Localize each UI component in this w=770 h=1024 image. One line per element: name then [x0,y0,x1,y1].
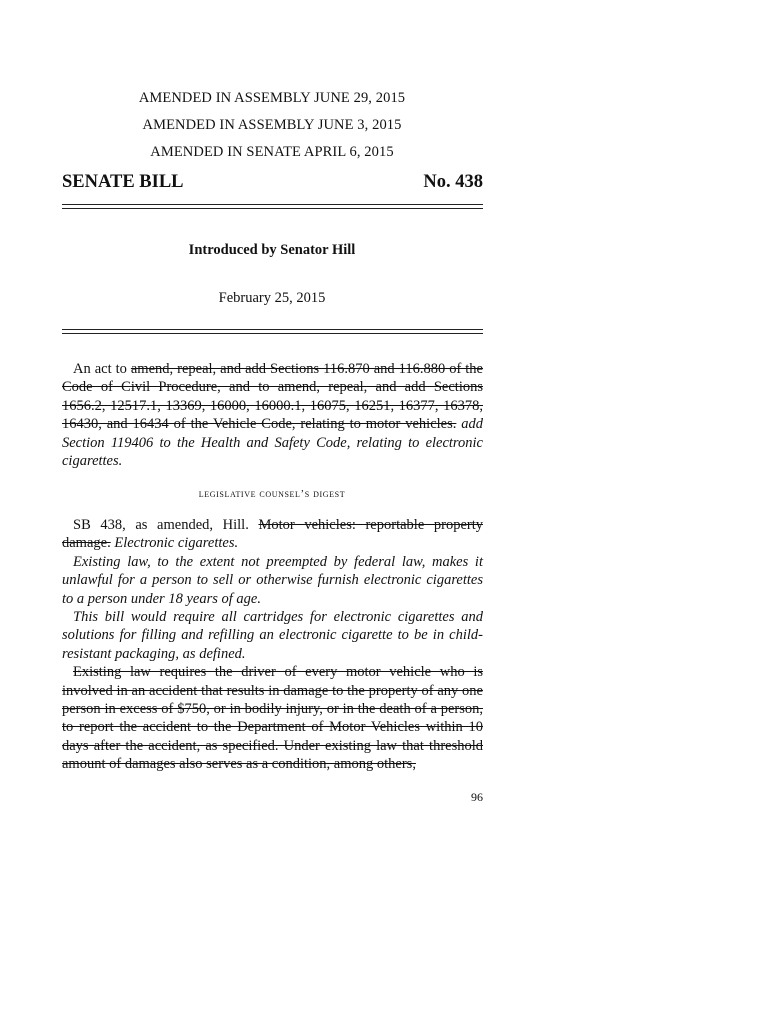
digest-struck-paragraph: Existing law requires the driver of every motor vehicle who is involved in an accident that results in damage to the property of any one person in excess of $750, or in bodily injury, or in the death of a person, to report the accident to the Department of Motor Vehicles within 10 days after the accident, as specified. Under existing law that threshold amount of damages also serves as a condition, among others, [62,664,483,773]
header-rule-bottom [62,208,483,209]
digest-body [62,516,483,774]
act-struck-text: amend, repeal, and add Sections 116.870 and 116.880 of the Code of Civil Procedure, and to amend, repeal, and add Sections 1656.2, 12517.1, 13369, 16000, 16000.1, 16075, 16251, 16377, 16378, 16430, and 16434 of the Vehicle Code, relating to motor vehicles. [62,361,483,433]
digest-existing-law: Existing law, to the extent not preempted by federal law, makes it unlawful for a person to sell or otherwise furnish electronic cigarettes to a person under 18 years of age. [62,553,483,607]
digest-lead [62,516,483,553]
digest-lead-plain: SB 438, as amended, Hill. [73,517,259,533]
act-prefix: An act to [73,361,131,377]
introduced-date: February 25, 2015 [218,290,326,306]
digest-heading: legislative counsel’s digest [198,488,346,500]
bill-header [62,172,483,193]
bill-number: No. 438 [423,172,483,192]
bill-chamber: SENATE BILL [62,172,184,192]
introduced-by: Introduced by Senator Hill [188,242,356,258]
amendment-line-3: AMENDED IN SENATE APRIL 6, 2015 [150,144,394,160]
act-title [62,360,483,470]
digest-lead-struck: Motor vehicles: reportable property damage. [62,517,483,552]
header-rule-top [62,204,483,205]
page-number: 96 [471,790,483,804]
intro-rule-bottom [62,333,483,334]
intro-rule-top [62,329,483,330]
act-inserted-text: add Section 119406 to the Health and Safety Code, relating to electronic cigarettes. [62,416,483,470]
digest-bill-requirement: This bill would require all cartridges for electronic cigarettes and solutions for filling and refilling an electronic cigarette to be in child-resistant packaging, as defined. [62,609,483,662]
amendment-line-2: AMENDED IN ASSEMBLY JUNE 3, 2015 [142,117,402,133]
digest-lead-inserted: Electronic cigarettes. [110,535,239,552]
amendment-line-1: AMENDED IN ASSEMBLY JUNE 29, 2015 [138,90,406,106]
